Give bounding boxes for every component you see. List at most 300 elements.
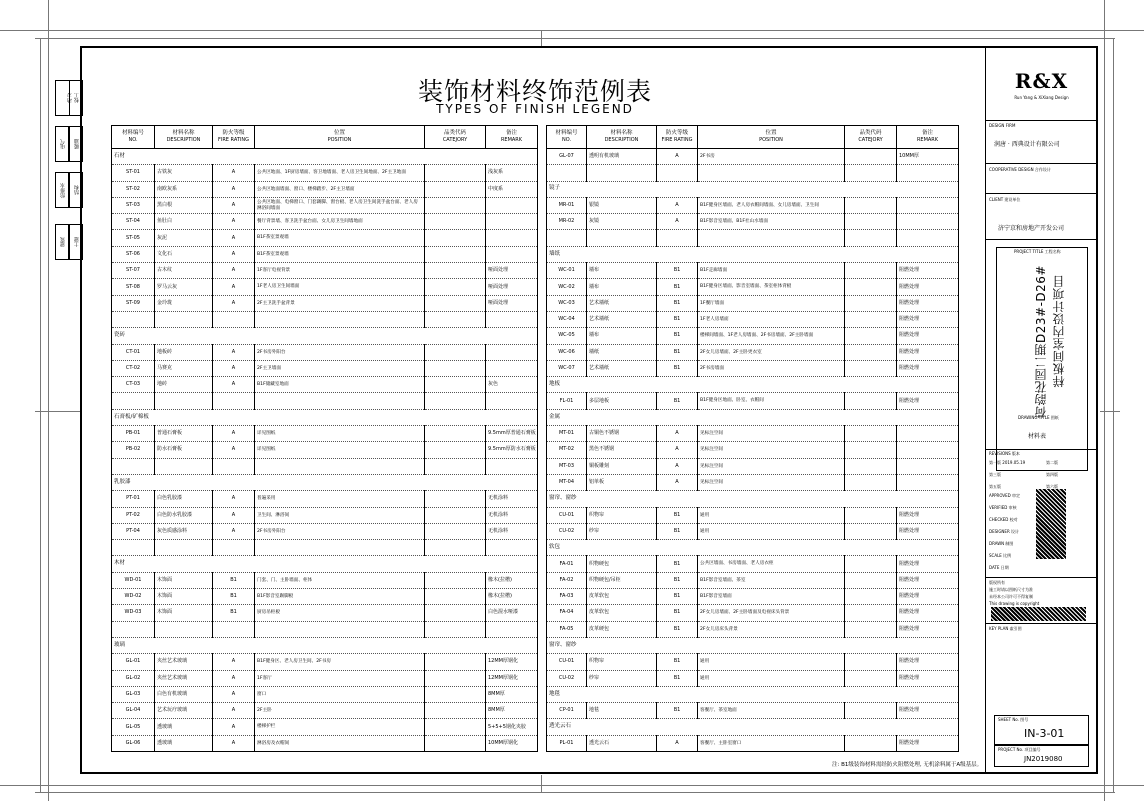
table-row (547, 442, 959, 458)
cell-category (425, 491, 486, 507)
table-row (112, 507, 538, 523)
cell-remark: 阻燃处理 (897, 735, 959, 751)
blank-cell (213, 458, 255, 474)
cell-category (845, 458, 897, 474)
cell-description: 鱼肚白 (155, 214, 213, 230)
cell-fire-rating: B1 (657, 263, 698, 279)
cell-position: 见标注空间 (698, 426, 845, 442)
cell-material-no: PB-02 (112, 442, 155, 458)
cell-description: 艺术玩疗玻璃 (155, 703, 213, 719)
cell-description: 白色乳胶漆 (155, 491, 213, 507)
tick-left (35, 411, 80, 412)
blank-cell (845, 230, 897, 246)
blank-cell (155, 393, 213, 409)
table-row (547, 279, 959, 295)
cell-position: B1F影音室踢脚板 (255, 589, 425, 605)
cell-material-no: CU-02 (547, 523, 587, 539)
cell-material-no: FL-01 (547, 393, 587, 409)
cell-remark: 无机涂料 (486, 491, 538, 507)
section-row (547, 719, 959, 735)
cell-fire-rating: A (213, 181, 255, 197)
cell-category (425, 214, 486, 230)
frame-top-line (0, 30, 1144, 31)
table-row (547, 605, 959, 621)
cell-material-no: FA-01 (547, 556, 587, 572)
cell-category (845, 621, 897, 637)
cell-fire-rating: B1 (657, 703, 698, 719)
copyright-text: 施工时请以图纸尺寸为准 (989, 587, 1033, 592)
cell-description: 木饰面 (155, 589, 213, 605)
col-pos-header (255, 126, 425, 149)
cell-category (425, 572, 486, 588)
cell-position: B1F茶室景观墙 (255, 246, 425, 262)
section-row (547, 377, 959, 393)
blank-cell (698, 230, 845, 246)
cell-material-no: MT-01 (547, 426, 587, 442)
cell-category (845, 279, 897, 295)
cell-remark: 阻燃处理 (897, 393, 959, 409)
cell-remark (897, 458, 959, 474)
section-row (547, 491, 959, 507)
cell-remark (486, 360, 538, 376)
table-row (547, 523, 959, 539)
cell-material-no: WD-03 (112, 605, 155, 621)
cell-remark: 无机涂料 (486, 507, 538, 523)
cell-description: 透玻璃 (155, 719, 213, 735)
cell-position: 窗口 (255, 686, 425, 702)
stamp-cell (55, 172, 69, 208)
table-row (112, 735, 538, 751)
cell-position: 见标注空间 (698, 458, 845, 474)
header-en: REMARK (916, 136, 939, 143)
section-title: 软包 (547, 540, 959, 556)
table-row (547, 197, 959, 213)
cell-fire-rating: A (657, 442, 698, 458)
table-row (547, 572, 959, 588)
cell-category (425, 605, 486, 621)
cell-fire-rating: B1 (657, 523, 698, 539)
blank-cell (213, 540, 255, 556)
blank-cell (425, 621, 486, 637)
section-title: 瓷砖 (112, 328, 538, 344)
section-row (112, 474, 538, 490)
cell-remark: 阻燃处理 (897, 263, 959, 279)
table-row (547, 426, 959, 442)
cell-description: 古铜色不锈钢 (587, 426, 657, 442)
cell-description: 黑白根 (155, 197, 213, 213)
table-row (112, 377, 538, 393)
cell-position: 淋浴房及衣帽间 (255, 735, 425, 751)
cell-remark: 阻燃处理 (897, 621, 959, 637)
project-title-line1: 荷韵花园二期D23#-D26# (1034, 265, 1048, 418)
cell-description: 文化石 (155, 246, 213, 262)
table-row (547, 703, 959, 719)
section-title: 玻璃 (112, 637, 538, 653)
cell-material-no: FA-03 (547, 589, 587, 605)
cell-material-no: CT-01 (112, 344, 155, 360)
blank-cell (486, 458, 538, 474)
table-row (112, 344, 538, 360)
blank-cell (486, 393, 538, 409)
cell-material-no: GL-05 (112, 719, 155, 735)
cell-description: 金玲珑 (155, 295, 213, 311)
cell-description: 织物帘 (587, 507, 657, 523)
cell-remark (486, 197, 538, 213)
cell-material-no: CP-01 (547, 703, 587, 719)
frame-left-line-2 (40, 38, 41, 793)
cell-category (425, 246, 486, 262)
cell-material-no: GL-06 (112, 735, 155, 751)
table-row (547, 214, 959, 230)
cell-description: 墙布 (587, 279, 657, 295)
section-row (547, 246, 959, 262)
cell-position: 2F书房外阳台 (255, 523, 425, 539)
blank-cell (155, 458, 213, 474)
cell-material-no: ST-09 (112, 295, 155, 311)
blank-cell (547, 230, 587, 246)
cell-description: 皮革硬包 (587, 621, 657, 637)
design-firm-label: DESIGN FIRM (989, 123, 1016, 128)
col-fire-header (657, 126, 698, 149)
table-row (547, 360, 959, 376)
panel-divider (986, 120, 1097, 121)
cell-fire-rating: B1 (657, 279, 698, 295)
header-en: DESCRIPTION (604, 136, 639, 143)
cell-material-no: ST-06 (112, 246, 155, 262)
header-cn: 材料名称 (610, 130, 633, 137)
cell-position: 通用 (698, 670, 845, 686)
cell-remark: 阻燃处理 (897, 572, 959, 588)
cell-remark: 橡木(拉槽) (486, 589, 538, 605)
cell-category (425, 686, 486, 702)
frame-right-line (1104, 0, 1105, 801)
header-en: FIRE RATING (217, 136, 250, 143)
stamp-label: 给排水 (59, 182, 66, 198)
cell-description: 古木纹 (155, 263, 213, 279)
blank-cell (155, 621, 213, 637)
cell-material-no: WC-01 (547, 263, 587, 279)
project-number-label: PROJECT No. 项目编号 (998, 747, 1041, 752)
cell-remark: 9.5mm厚防水石膏板 (486, 442, 538, 458)
table-row (112, 654, 538, 670)
cell-fire-rating: A (657, 735, 698, 751)
drawn-label: DRAWN 制图 (989, 541, 1014, 546)
cell-position: 详见图纸 (255, 426, 425, 442)
cell-material-no: PT-02 (112, 507, 155, 523)
table-row (547, 295, 959, 311)
section-row (112, 328, 538, 344)
table-row (112, 491, 538, 507)
cell-position: 1F老人房墙面 (698, 311, 845, 327)
cell-category (845, 507, 897, 523)
key-plan-label: KEY PLAN 索引图 (989, 626, 1022, 631)
cell-description: 艺术墙纸 (587, 295, 657, 311)
cell-material-no: CT-03 (112, 377, 155, 393)
cell-material-no: MT-03 (547, 458, 587, 474)
revision-row: 第四版 (1046, 472, 1058, 477)
cell-category (845, 344, 897, 360)
cell-remark: 无机涂料 (486, 523, 538, 539)
header-en: NO. (561, 136, 572, 143)
cell-remark: 中度系 (486, 181, 538, 197)
cell-position: 2F女儿房墙面、2F主卧更衣室 (698, 344, 845, 360)
cell-position: B1F影音室墙面、B1F社山水墙面 (698, 214, 845, 230)
cell-fire-rating: B1 (657, 393, 698, 409)
cell-category (425, 197, 486, 213)
stamp-label: 暖通 (73, 139, 80, 149)
header-cn: 品类代码 (859, 130, 882, 137)
panel-divider (986, 449, 1097, 450)
cell-category (425, 507, 486, 523)
blank-row (547, 230, 959, 246)
col-rem-header (486, 126, 538, 149)
section-row (547, 637, 959, 653)
verified-label: VERIFIED 审核 (989, 505, 1017, 510)
cell-material-no: CT-02 (112, 360, 155, 376)
table-row (112, 246, 538, 262)
table-row (547, 393, 959, 409)
section-row (547, 540, 959, 556)
cell-fire-rating: A (657, 214, 698, 230)
table-row (112, 230, 538, 246)
section-title: 窗帘、窗纱 (547, 637, 959, 653)
cell-material-no: GL-04 (112, 703, 155, 719)
blank-cell (486, 540, 538, 556)
stamp-label: 动力 (66, 93, 73, 103)
cell-category (425, 654, 486, 670)
cell-fire-rating: A (213, 426, 255, 442)
project-number: JN2019080 (1024, 755, 1063, 763)
col-cat-header (845, 126, 897, 149)
cell-fire-rating: A (213, 197, 255, 213)
blank-cell (255, 393, 425, 409)
cell-fire-rating: B1 (657, 572, 698, 588)
cell-material-no: WC-02 (547, 279, 587, 295)
cell-position: 1F客厅 (255, 670, 425, 686)
panel-divider (986, 577, 1097, 578)
blank-cell (425, 311, 486, 327)
blank-cell (112, 311, 155, 327)
col-no-header (547, 126, 587, 149)
cell-material-no: ST-04 (112, 214, 155, 230)
table-row (547, 654, 959, 670)
cell-description: 灰镜 (587, 214, 657, 230)
cell-category (845, 393, 897, 409)
cell-position: 1F餐厅墙面 (698, 295, 845, 311)
cell-remark: 哑面处理 (486, 295, 538, 311)
table-row (547, 344, 959, 360)
cell-material-no: PL-01 (547, 735, 587, 751)
cell-description: 南欧灰系 (155, 181, 213, 197)
cell-category (845, 523, 897, 539)
cell-remark: 阻燃处理 (897, 589, 959, 605)
cell-position: 客餐厅、主卧室窗口 (698, 735, 845, 751)
cell-remark: 阻燃处理 (897, 556, 959, 572)
cell-remark: 9.5mm厚普通石膏板 (486, 426, 538, 442)
project-title-label: PROJECT TITLE 工程名称 (1014, 249, 1061, 254)
cell-remark: 阻燃处理 (897, 507, 959, 523)
cell-remark: 12MM厚钢化 (486, 654, 538, 670)
cell-fire-rating: B1 (657, 654, 698, 670)
cell-category (845, 474, 897, 490)
cell-remark: 阻燃处理 (897, 670, 959, 686)
cell-material-no: WD-01 (112, 572, 155, 588)
cell-category (425, 426, 486, 442)
cell-position: 通用 (698, 523, 845, 539)
cell-description: 白色有机玻璃 (155, 686, 213, 702)
cell-fire-rating: B1 (657, 311, 698, 327)
cell-material-no: CU-01 (547, 507, 587, 523)
cell-description: 织物硬包/吊柜 (587, 572, 657, 588)
cell-remark: 10MM厚 (897, 149, 959, 165)
cell-material-no: FA-02 (547, 572, 587, 588)
cell-remark (897, 426, 959, 442)
drawing-title-label: DRAWING TITLE 图纸 (1018, 415, 1059, 420)
cell-description: 黑色不锈钢 (587, 442, 657, 458)
cell-material-no: MR-02 (547, 214, 587, 230)
header-cn: 材料编号 (555, 130, 578, 137)
finish-legend-table-left (111, 125, 538, 752)
table-row (112, 426, 538, 442)
title-block-panel (985, 46, 1098, 774)
blank-cell (213, 393, 255, 409)
blank-row (112, 458, 538, 474)
approved-label: APPROVED 审定 (989, 493, 1021, 498)
cell-fire-rating: B1 (657, 507, 698, 523)
cell-remark: 灰色 (486, 377, 538, 393)
cell-material-no: PT-01 (112, 491, 155, 507)
table-body (112, 149, 538, 752)
cell-material-no: PT-04 (112, 523, 155, 539)
finish-legend-table-right (546, 125, 959, 752)
cell-fire-rating: A (213, 165, 255, 181)
tick-right (1100, 411, 1120, 412)
cell-position: 楼梯间墙面、1F老人房墙面、2F书房墙面、2F主卧墙面 (698, 328, 845, 344)
cell-fire-rating: A (213, 507, 255, 523)
date-label: DATE 日期 (989, 565, 1009, 570)
blank-cell (112, 458, 155, 474)
cell-material-no: PB-01 (112, 426, 155, 442)
cell-description: 皮革软包 (587, 589, 657, 605)
cell-material-no: MT-04 (547, 474, 587, 490)
cell-category (425, 165, 486, 181)
cell-fire-rating: A (213, 703, 255, 719)
table-row (547, 670, 959, 686)
stamp-label: 建筑 (59, 237, 66, 247)
cell-remark: 橡木(拉槽) (486, 572, 538, 588)
cell-fire-rating: B1 (657, 344, 698, 360)
cell-fire-rating: A (213, 344, 255, 360)
table-row (112, 670, 538, 686)
cell-remark: 5+5+5钢化夹胶 (486, 719, 538, 735)
table-row (112, 523, 538, 539)
cell-category (425, 442, 486, 458)
stamp-label: 电气 (59, 139, 66, 149)
cell-position: B1F影音室墙面、茶室 (698, 572, 845, 588)
cell-remark (897, 474, 959, 490)
cell-description: 铝单板 (587, 474, 657, 490)
table-row (112, 165, 538, 181)
cell-remark: 阻燃处理 (897, 703, 959, 719)
cell-position: 通用 (698, 654, 845, 670)
cell-description: 普通石膏板 (155, 426, 213, 442)
cell-position: B1F健身区、老人房卫生间、2F书房 (255, 654, 425, 670)
coop-design-label: COOPERATIVE DESIGN 合作设计 (989, 167, 1051, 172)
table-row (547, 458, 959, 474)
cell-position: 卫生间、淋浴间 (255, 507, 425, 523)
header-cn: 位置 (333, 130, 345, 137)
cell-category (425, 377, 486, 393)
panel-divider (986, 163, 1097, 164)
stamp-label: 结构 (73, 185, 80, 195)
cell-position: 普遍采用 (255, 491, 425, 507)
cell-fire-rating: A (213, 686, 255, 702)
cell-material-no: GL-02 (112, 670, 155, 686)
cell-fire-rating: B1 (213, 589, 255, 605)
cell-remark: 哑面处理 (486, 279, 538, 295)
blank-row (112, 393, 538, 409)
cell-fire-rating: A (213, 279, 255, 295)
cell-remark: 浅灰系 (486, 165, 538, 181)
header-cn: 备注 (921, 130, 933, 137)
signature-redaction (1036, 489, 1066, 559)
cell-description: 透明有机玻璃 (587, 149, 657, 165)
design-firm-value: 润唐 · 西典设计有限公司 (994, 141, 1060, 148)
designer-label: DESIGNER 设计 (989, 529, 1019, 534)
cell-fire-rating: A (657, 149, 698, 165)
cell-fire-rating: A (657, 458, 698, 474)
cell-position: B1F健身区地面、卧室、衣帽间 (698, 393, 845, 409)
cell-remark: 阻燃处理 (897, 328, 959, 344)
sheet-number-label: SHEET No. 图号 (998, 717, 1029, 722)
blank-cell (587, 230, 657, 246)
cell-position: 1F客厅电视背景 (255, 263, 425, 279)
cell-remark: 哑面处理 (486, 263, 538, 279)
cell-category (425, 523, 486, 539)
table-header-row (112, 126, 538, 149)
cell-fire-rating: A (213, 670, 255, 686)
cell-remark: 8MM厚 (486, 703, 538, 719)
cell-remark: 阻燃处理 (897, 295, 959, 311)
cell-material-no: ST-01 (112, 165, 155, 181)
cell-fire-rating: A (657, 426, 698, 442)
cell-remark (486, 344, 538, 360)
cell-description: 古铁灰 (155, 165, 213, 181)
table-row (547, 589, 959, 605)
cell-description: 白色防水乳胶漆 (155, 507, 213, 523)
cell-material-no: FA-05 (547, 621, 587, 637)
header-cn: 材料编号 (121, 130, 144, 137)
section-title: 石膏板/矿棉板 (112, 409, 538, 425)
blank-cell (486, 311, 538, 327)
cell-category (845, 654, 897, 670)
cell-description: 灰色质感涂料 (155, 523, 213, 539)
header-en: CATEJORY (858, 136, 883, 143)
cell-position: 公共区墙面、书房墙面、老人房衣柜 (698, 556, 845, 572)
cell-description: 皮革软包 (587, 605, 657, 621)
cell-material-no: GL-07 (547, 149, 587, 165)
cell-fire-rating: B1 (657, 360, 698, 376)
table-row (547, 556, 959, 572)
header-en: FIRE RATING (661, 136, 693, 143)
client-value: 济宁京和房地产开发公司 (998, 225, 1065, 232)
cell-fire-rating: B1 (657, 589, 698, 605)
panel-divider (986, 193, 1097, 194)
cell-category (425, 589, 486, 605)
cell-fire-rating: A (213, 360, 255, 376)
cell-fire-rating: A (213, 654, 255, 670)
cell-category (425, 719, 486, 735)
